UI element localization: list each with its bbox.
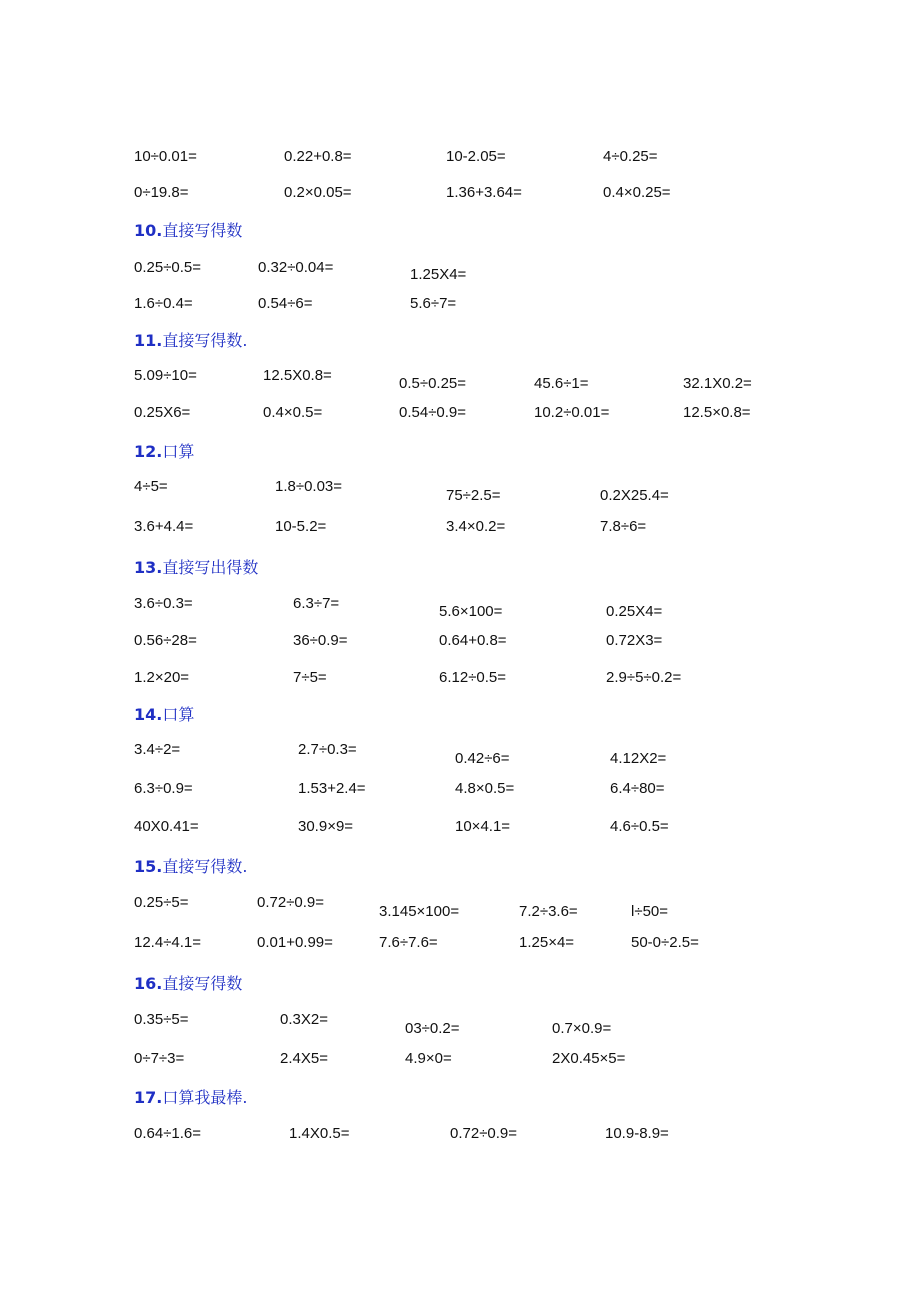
section-number: 16.: [134, 974, 163, 993]
arithmetic-problem: 0.32÷0.04=: [258, 259, 334, 276]
arithmetic-problem: 0.2X25.4=: [600, 487, 669, 504]
arithmetic-problem: 0.25X6=: [134, 404, 191, 421]
section-heading: [134, 442, 194, 462]
arithmetic-problem: 10×4.1=: [455, 818, 511, 835]
arithmetic-problem: 0.72÷0.9=: [450, 1125, 518, 1142]
arithmetic-problem: 0.25÷5=: [134, 894, 189, 911]
arithmetic-problem: 2X0.45×5=: [552, 1050, 626, 1067]
arithmetic-problem: 0.25X4=: [606, 603, 663, 620]
arithmetic-problem: 12.4÷4.1=: [134, 934, 202, 951]
section-number: 14.: [134, 705, 163, 724]
section-number: 13.: [134, 558, 163, 577]
arithmetic-problem: 5.6×100=: [439, 603, 503, 620]
arithmetic-problem: 7.2÷3.6=: [519, 903, 578, 920]
section-heading: [134, 1088, 247, 1108]
arithmetic-problem: 0.22+0.8=: [284, 148, 352, 165]
arithmetic-problem: 6.3÷7=: [293, 595, 340, 612]
section-number: 10.: [134, 221, 163, 240]
section-title: 直接写得数: [162, 221, 243, 240]
arithmetic-problem: 1.25X4=: [410, 266, 467, 283]
arithmetic-problem: 7÷5=: [293, 669, 327, 686]
arithmetic-problem: 0.54÷0.9=: [399, 404, 467, 421]
arithmetic-problem: 10.2÷0.01=: [534, 404, 610, 421]
arithmetic-problem: 0.56÷28=: [134, 632, 197, 649]
section-heading: [134, 974, 242, 994]
section-heading: [134, 857, 247, 877]
section-title: 口算: [162, 442, 195, 461]
section-number: 11.: [134, 331, 163, 350]
arithmetic-problem: 5.6÷7=: [410, 295, 457, 312]
section-title: 直接写得数.: [162, 331, 248, 350]
arithmetic-problem: 10.9-8.9=: [605, 1125, 669, 1142]
arithmetic-problem: 4÷0.25=: [603, 148, 658, 165]
arithmetic-problem: 0.5÷0.25=: [399, 375, 467, 392]
section-heading: [134, 331, 247, 351]
arithmetic-problem: 0÷19.8=: [134, 184, 189, 201]
arithmetic-problem: 3.6+4.4=: [134, 518, 194, 535]
arithmetic-problem: 1.6÷0.4=: [134, 295, 193, 312]
arithmetic-problem: 0.2×0.05=: [284, 184, 352, 201]
section-title: 直接写得数: [162, 974, 243, 993]
arithmetic-problem: 7.8÷6=: [600, 518, 647, 535]
arithmetic-problem: 2.4X5=: [280, 1050, 328, 1067]
arithmetic-problem: 1.36+3.64=: [446, 184, 522, 201]
arithmetic-problem: 32.1X0.2=: [683, 375, 752, 392]
arithmetic-problem: 12.5×0.8=: [683, 404, 751, 421]
arithmetic-problem: 3.4×0.2=: [446, 518, 506, 535]
section-number: 12.: [134, 442, 163, 461]
arithmetic-problem: 40X0.41=: [134, 818, 199, 835]
arithmetic-problem: 36÷0.9=: [293, 632, 348, 649]
section-number: 15.: [134, 857, 163, 876]
arithmetic-problem: 10-5.2=: [275, 518, 327, 535]
arithmetic-problem: 0÷7÷3=: [134, 1050, 185, 1067]
arithmetic-problem: 1.2×20=: [134, 669, 190, 686]
arithmetic-problem: 0.42÷6=: [455, 750, 510, 767]
arithmetic-problem: 0.72÷0.9=: [257, 894, 325, 911]
arithmetic-problem: 10÷0.01=: [134, 148, 197, 165]
arithmetic-problem: 1.53+2.4=: [298, 780, 366, 797]
arithmetic-problem: 0.4×0.25=: [603, 184, 671, 201]
arithmetic-problem: 6.4÷80=: [610, 780, 665, 797]
arithmetic-problem: 3.4÷2=: [134, 741, 181, 758]
arithmetic-problem: 1.8÷0.03=: [275, 478, 343, 495]
arithmetic-problem: 4÷5=: [134, 478, 168, 495]
arithmetic-problem: 5.09÷10=: [134, 367, 197, 384]
arithmetic-problem: 0.01+0.99=: [257, 934, 333, 951]
section-title: 口算: [162, 705, 195, 724]
arithmetic-problem: 6.12÷0.5=: [439, 669, 507, 686]
arithmetic-problem: 0.64+0.8=: [439, 632, 507, 649]
arithmetic-problem: 12.5X0.8=: [263, 367, 332, 384]
arithmetic-problem: 0.64÷1.6=: [134, 1125, 202, 1142]
arithmetic-problem: 7.6÷7.6=: [379, 934, 438, 951]
arithmetic-problem: 0.54÷6=: [258, 295, 313, 312]
arithmetic-problem: 30.9×9=: [298, 818, 354, 835]
arithmetic-problem: 3.145×100=: [379, 903, 460, 920]
arithmetic-problem: 0.35÷5=: [134, 1011, 189, 1028]
arithmetic-problem: 1.25×4=: [519, 934, 575, 951]
section-heading: [134, 221, 242, 241]
arithmetic-problem: 4.6÷0.5=: [610, 818, 669, 835]
arithmetic-problem: 2.9÷5÷0.2=: [606, 669, 682, 686]
section-heading: [134, 705, 194, 725]
arithmetic-problem: 10-2.05=: [446, 148, 506, 165]
arithmetic-problem: 4.9×0=: [405, 1050, 452, 1067]
section-heading: [134, 558, 258, 578]
arithmetic-problem: 1.4X0.5=: [289, 1125, 350, 1142]
arithmetic-problem: 0.4×0.5=: [263, 404, 323, 421]
arithmetic-problem: 0.3X2=: [280, 1011, 328, 1028]
arithmetic-problem: 50-0÷2.5=: [631, 934, 699, 951]
section-title: 直接写出得数: [162, 558, 259, 577]
arithmetic-problem: 3.6÷0.3=: [134, 595, 193, 612]
arithmetic-problem: 03÷0.2=: [405, 1020, 460, 1037]
arithmetic-problem: 75÷2.5=: [446, 487, 501, 504]
arithmetic-problem: 0.25÷0.5=: [134, 259, 202, 276]
arithmetic-problem: 0.72X3=: [606, 632, 663, 649]
arithmetic-problem: 45.6÷1=: [534, 375, 589, 392]
section-title: 直接写得数.: [162, 857, 248, 876]
arithmetic-problem: 2.7÷0.3=: [298, 741, 357, 758]
arithmetic-problem: 0.7×0.9=: [552, 1020, 612, 1037]
arithmetic-problem: 4.12X2=: [610, 750, 667, 767]
section-title: 口算我最棒.: [162, 1088, 248, 1107]
section-number: 17.: [134, 1088, 163, 1107]
arithmetic-problem: 6.3÷0.9=: [134, 780, 193, 797]
arithmetic-problem: l÷50=: [631, 903, 669, 920]
arithmetic-problem: 4.8×0.5=: [455, 780, 515, 797]
